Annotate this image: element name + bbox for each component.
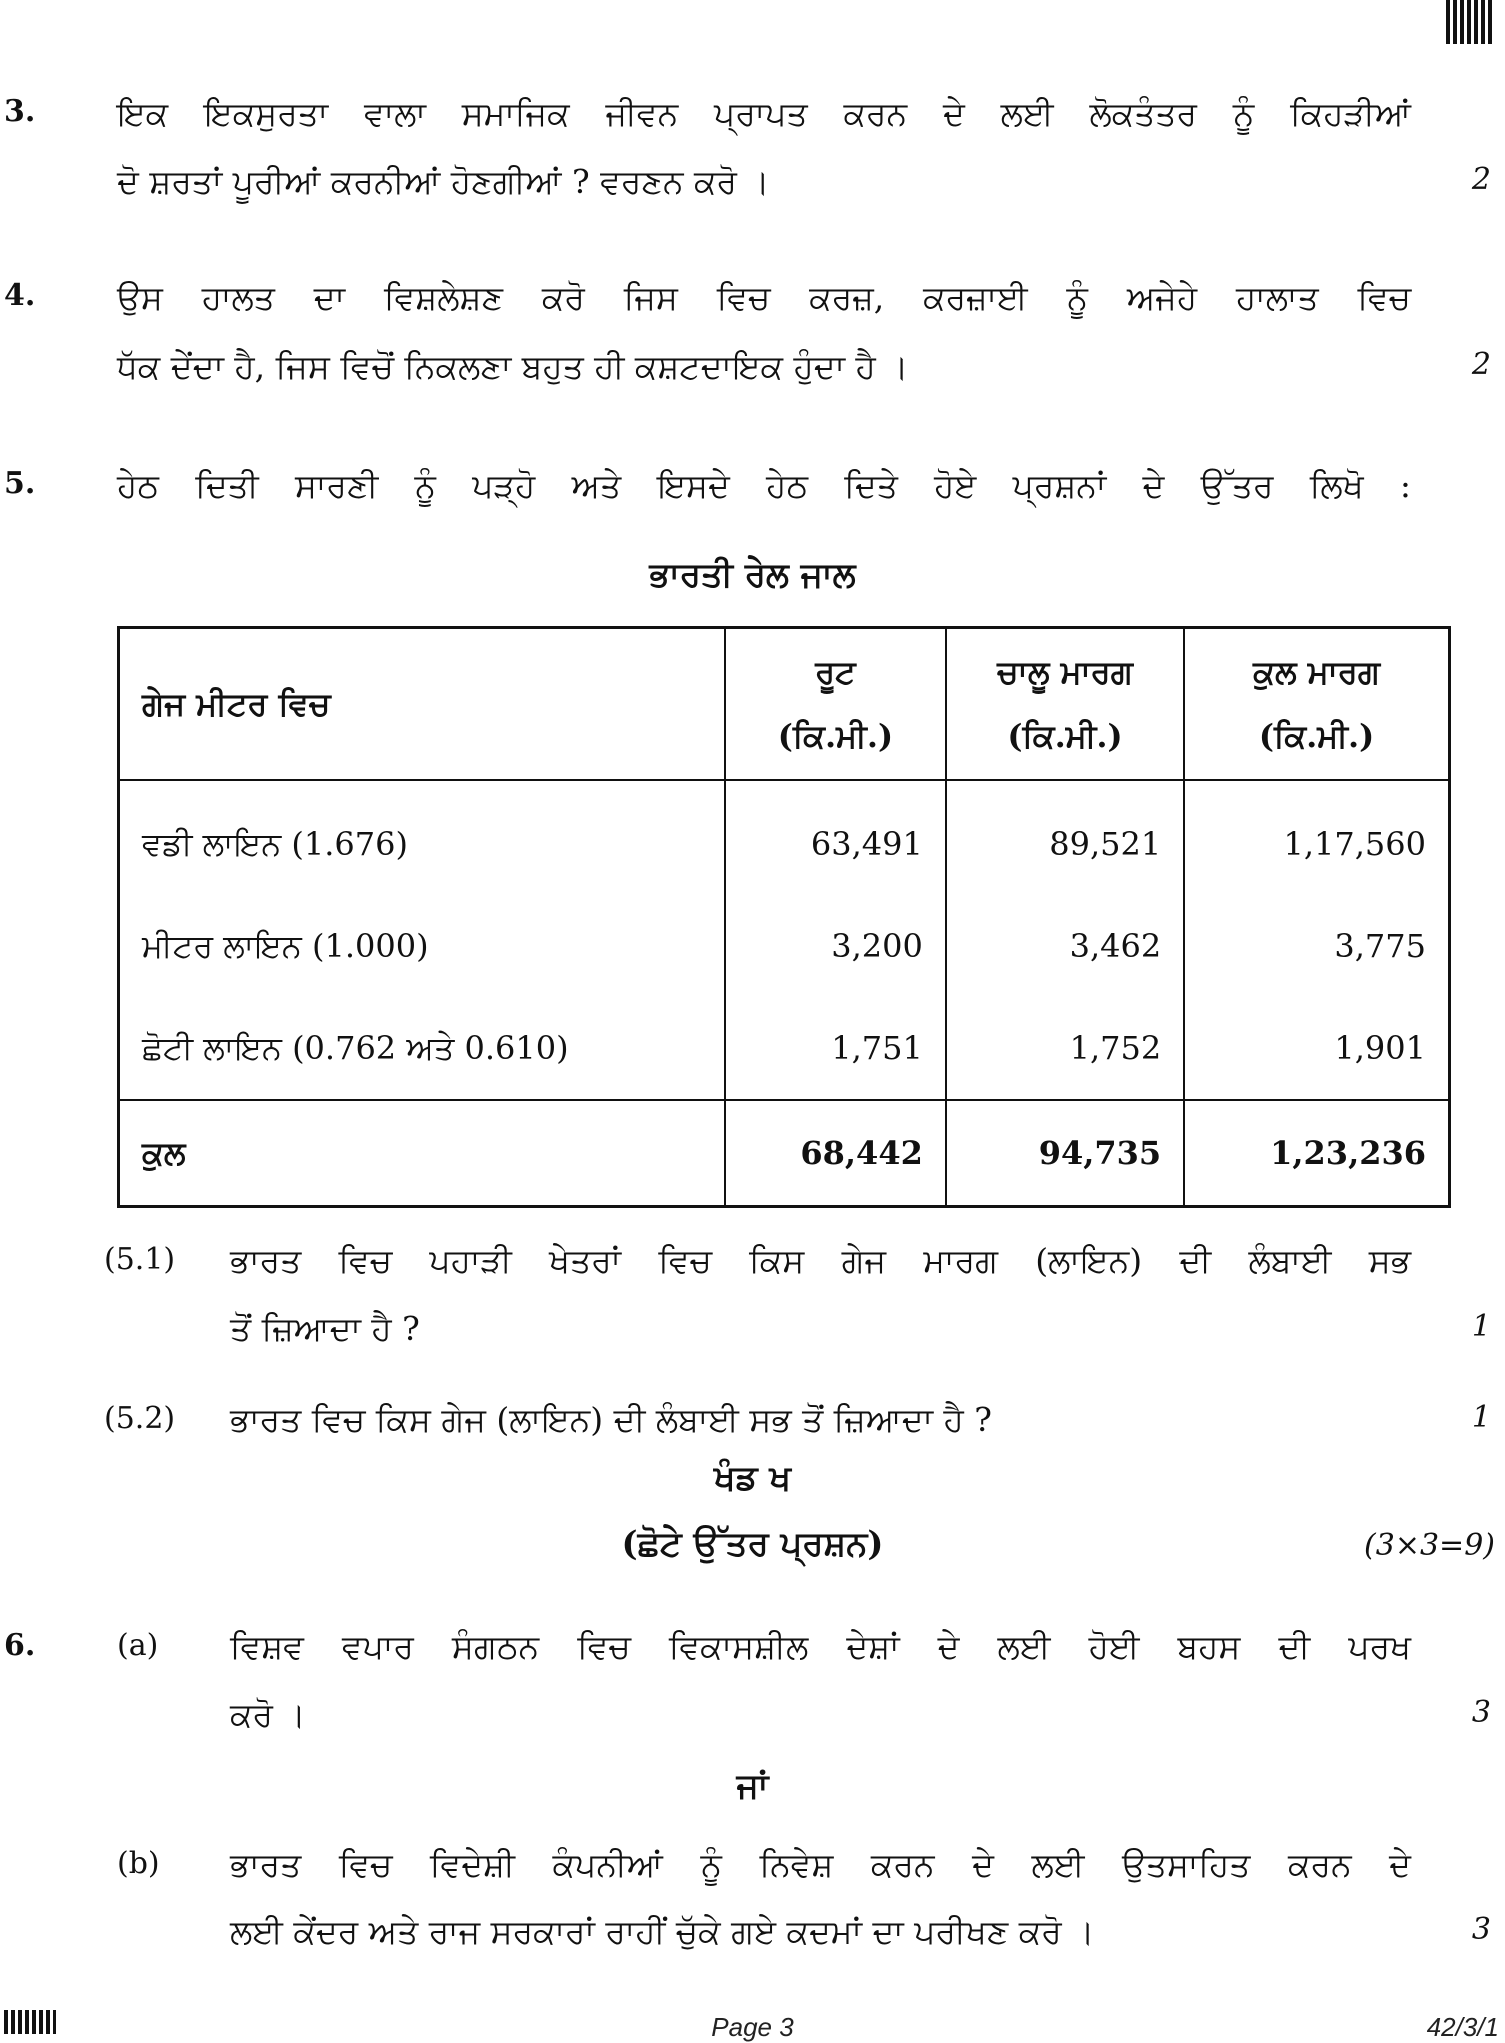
table-row: [119, 895, 1450, 997]
table-cell: ਕੁਲ: [119, 1100, 726, 1207]
table-cell: 1,751: [725, 997, 946, 1100]
header-line: (ਕਿ.ਮੀ.): [1258, 717, 1375, 755]
table-header-row: [119, 628, 1450, 781]
subquestion-label: (b): [117, 1846, 160, 1881]
question-number: 6.: [4, 1628, 36, 1663]
header-line: ਰੂਟ: [815, 653, 856, 691]
column-header: ਗੇਜ ਮੀਟਰ ਵਿਚ: [119, 628, 726, 781]
paper-code: 42/3/1: [1426, 2012, 1499, 2042]
table-cell: 94,735: [946, 1100, 1184, 1207]
page-number: Page 3: [711, 2012, 794, 2042]
table-cell: 1,23,236: [1184, 1100, 1449, 1207]
question-text: ਕਰੋ ।: [230, 1695, 306, 1734]
table-cell: 63,491: [725, 780, 946, 895]
rail-network-table: [117, 626, 1451, 1208]
marks: 2: [1471, 162, 1491, 197]
qr-code-top: [1446, 0, 1494, 44]
subquestion-label: (5.1): [104, 1242, 176, 1277]
question-number: 5.: [4, 466, 36, 501]
table-cell: 68,442: [725, 1100, 946, 1207]
subquestion-label: (5.2): [104, 1401, 176, 1436]
or-separator: ਜਾਂ: [736, 1766, 769, 1806]
table-title: ਭਾਰਤੀ ਰੇਲ ਜਾਲ: [649, 555, 856, 595]
header-line: ਚਾਲੂ ਮਾਰਗ: [997, 653, 1133, 691]
table-cell: ਛੋਟੀ ਲਾਇਨ (0.762 ਅਤੇ 0.610): [119, 997, 726, 1100]
marks: 3: [1471, 1912, 1491, 1947]
question-text: ਉਸ ਹਾਲਤ ਦਾ ਵਿਸ਼ਲੇਸ਼ਣ ਕਰੋ ਜਿਸ ਵਿਚ ਕਰਜ਼, ਕਰਜ਼ਾਈ ਨੂੰ ਅਜੇਹੇ ਹਾਲਾਤ ਵਿਚ: [117, 278, 1411, 317]
question-text: ਲਈ ਕੇਂਦਰ ਅਤੇ ਰਾਜ ਸਰਕਾਰਾਂ ਰਾਹੀਂ ਚੁੱਕੇ ਗਏ ਕਦਮਾਂ ਦਾ ਪਰੀਖਣ ਕਰੋ ।: [230, 1912, 1095, 1951]
table-cell: 89,521: [946, 780, 1184, 895]
table-cell: ਵਡੀ ਲਾਇਨ (1.676): [119, 780, 726, 895]
table-cell: 1,901: [1184, 997, 1449, 1100]
header-line: ਕੁਲ ਮਾਰਗ: [1253, 653, 1381, 691]
marks: 3: [1471, 1695, 1491, 1730]
marks: 2: [1471, 347, 1491, 382]
subquestion-label: (a): [117, 1628, 159, 1663]
table-cell: 3,200: [725, 895, 946, 997]
column-header: [1184, 628, 1449, 781]
question-number: 3.: [4, 94, 36, 129]
marks: 1: [1471, 1400, 1491, 1435]
table-row: [119, 780, 1450, 895]
table-cell: 3,775: [1184, 895, 1449, 997]
question-text: ਭਾਰਤ ਵਿਚ ਵਿਦੇਸ਼ੀ ਕੰਪਨੀਆਂ ਨੂੰ ਨਿਵੇਸ਼ ਕਰਨ ਦੇ ਲਈ ਉਤਸਾਹਿਤ ਕਰਨ ਦੇ: [230, 1845, 1411, 1884]
question-text: ਦੋ ਸ਼ਰਤਾਂ ਪੂਰੀਆਂ ਕਰਨੀਆਂ ਹੋਣਗੀਆਂ ? ਵਰਣਨ ਕਰੋ ।: [117, 162, 770, 201]
section-marks: (3×3=9): [1364, 1528, 1495, 1563]
table-total-row: [119, 1100, 1450, 1207]
table-cell: 3,462: [946, 895, 1184, 997]
table-cell: 1,17,560: [1184, 780, 1449, 895]
column-header: [725, 628, 946, 781]
question-text: ਭਾਰਤ ਵਿਚ ਪਹਾੜੀ ਖੇਤਰਾਂ ਵਿਚ ਕਿਸ ਗੇਜ ਮਾਰਗ (ਲਾਇਨ) ਦੀ ਲੰਬਾਈ ਸਭ: [230, 1241, 1411, 1280]
header-line: (ਕਿ.ਮੀ.): [777, 717, 894, 755]
question-text: ਹੇਠ ਦਿਤੀ ਸਾਰਣੀ ਨੂੰ ਪੜ੍ਹੋ ਅਤੇ ਇਸਦੇ ਹੇਠ ਦਿਤੇ ਹੋਏ ਪ੍ਰਸ਼ਨਾਂ ਦੇ ਉੱਤਰ ਲਿਖੋ :: [117, 466, 1411, 505]
question-text: ਤੋਂ ਜ਼ਿਆਦਾ ਹੈ ?: [230, 1309, 420, 1348]
table-cell: 1,752: [946, 997, 1184, 1100]
header-line: (ਕਿ.ਮੀ.): [1007, 717, 1123, 755]
question-text: ਭਾਰਤ ਵਿਚ ਕਿਸ ਗੇਜ (ਲਾਇਨ) ਦੀ ਲੰਬਾਈ ਸਭ ਤੋਂ ਜ਼ਿਆਦਾ ਹੈ ?: [230, 1400, 992, 1439]
question-text: ਇਕ ਇਕਸੁਰਤਾ ਵਾਲਾ ਸਮਾਜਿਕ ਜੀਵਨ ਪ੍ਰਾਪਤ ਕਰਨ ਦੇ ਲਈ ਲੋਕਤੰਤਰ ਨੂੰ ਕਿਹੜੀਆਂ: [117, 94, 1411, 133]
question-number: 4.: [4, 278, 36, 313]
section-subtitle: (ਛੋਟੇ ਉੱਤਰ ਪ੍ਰਸ਼ਨ): [621, 1524, 884, 1564]
table-cell: ਮੀਟਰ ਲਾਇਨ (1.000): [119, 895, 726, 997]
question-text: ਵਿਸ਼ਵ ਵਪਾਰ ਸੰਗਠਨ ਵਿਚ ਵਿਕਾਸਸ਼ੀਲ ਦੇਸ਼ਾਂ ਦੇ ਲਈ ਹੋਈ ਬਹਸ ਦੀ ਪਰਖ: [230, 1627, 1411, 1666]
table-row: [119, 997, 1450, 1100]
marks: 1: [1471, 1309, 1491, 1344]
section-title: ਖੰਡ ਖ: [713, 1458, 792, 1498]
column-header: [946, 628, 1184, 781]
question-text: ਧੱਕ ਦੇਂਦਾ ਹੈ, ਜਿਸ ਵਿਚੋਂ ਨਿਕਲਣਾ ਬਹੁਤ ਹੀ ਕਸ਼ਟਦਾਇਕ ਹੁੰਦਾ ਹੈ ।: [117, 347, 909, 386]
